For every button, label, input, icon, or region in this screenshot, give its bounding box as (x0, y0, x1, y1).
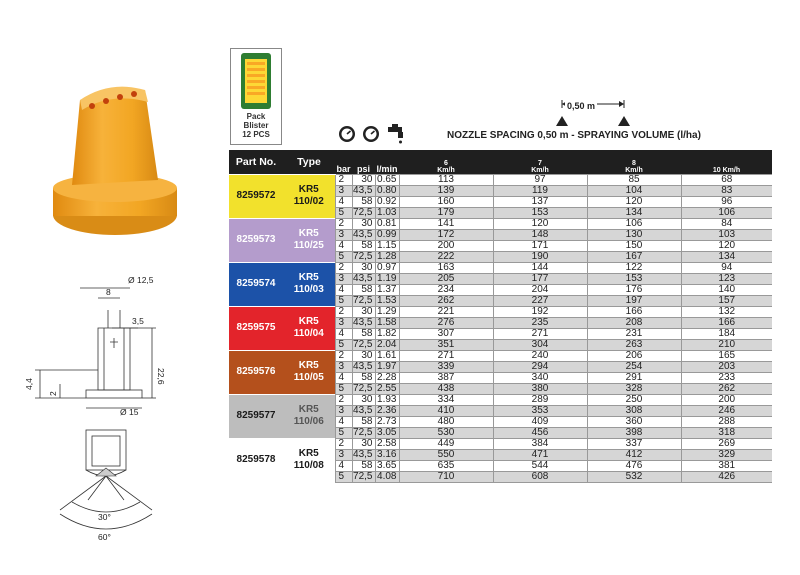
cell-psi: 72,5 (352, 427, 375, 438)
cell-volume: 120 (493, 218, 587, 229)
cell-bar: 5 (335, 251, 352, 262)
cell-psi: 72,5 (352, 471, 375, 482)
table-row (229, 262, 772, 273)
cell-volume: 233 (681, 372, 772, 383)
blister-line: Pack (246, 112, 266, 121)
cell-volume: 456 (493, 427, 587, 438)
cell-volume: 550 (399, 449, 493, 460)
col-header-bar: bar (335, 150, 352, 174)
nozzle-type-code: 110/05 (293, 372, 324, 383)
cell-bar: 4 (335, 372, 352, 383)
cell-lmin: 4.08 (375, 471, 399, 482)
cell-bar: 3 (335, 273, 352, 284)
dim-label: Ø 12,5 (128, 275, 154, 285)
cell-volume: 398 (587, 427, 681, 438)
cell-lmin: 3.16 (375, 449, 399, 460)
cell-bar: 4 (335, 328, 352, 339)
nozzle-type-model: KR5 (298, 448, 319, 460)
cell-lmin: 1.97 (375, 361, 399, 372)
nozzle-type (283, 394, 335, 438)
cell-lmin: 0.80 (375, 185, 399, 196)
cell-volume: 176 (587, 284, 681, 295)
cell-volume: 240 (493, 350, 587, 361)
cell-volume: 271 (493, 328, 587, 339)
cell-volume: 276 (399, 317, 493, 328)
pressure-gauge-icon (339, 126, 355, 142)
cell-psi: 58 (352, 372, 375, 383)
cell-psi: 30 (352, 174, 375, 185)
table-row (229, 174, 772, 185)
nozzle-product-image (40, 70, 190, 240)
speed-unit: Km/h (531, 166, 549, 174)
speed-unit: Km/h (625, 166, 643, 174)
cell-volume: 288 (681, 416, 772, 427)
cell-bar: 3 (335, 185, 352, 196)
cell-volume: 231 (587, 328, 681, 339)
cell-bar: 4 (335, 196, 352, 207)
cell-volume: 208 (587, 317, 681, 328)
cell-volume: 123 (681, 273, 772, 284)
cell-volume: 172 (399, 229, 493, 240)
cell-lmin: 2.73 (375, 416, 399, 427)
cell-volume: 269 (681, 438, 772, 449)
cell-psi: 43,5 (352, 317, 375, 328)
cell-volume: 160 (399, 196, 493, 207)
nozzle-type (283, 262, 335, 306)
nozzle-type-code: 110/02 (293, 196, 324, 207)
part-number: 8259572 (229, 174, 283, 218)
cell-volume: 328 (587, 383, 681, 394)
speed-unit: 10 Km/h (712, 166, 741, 174)
cell-volume: 532 (587, 471, 681, 482)
cell-volume: 360 (587, 416, 681, 427)
cell-volume: 635 (399, 460, 493, 471)
cell-lmin: 1.29 (375, 306, 399, 317)
tap-flow-icon (388, 124, 403, 144)
table-row (229, 438, 772, 449)
part-number: 8259575 (229, 306, 283, 350)
cell-bar: 4 (335, 460, 352, 471)
cell-volume: 206 (587, 350, 681, 361)
speed-num: 8 (632, 159, 636, 167)
cell-volume: 184 (681, 328, 772, 339)
cell-volume: 250 (587, 394, 681, 405)
cell-volume: 166 (681, 317, 772, 328)
cell-volume: 381 (681, 460, 772, 471)
cell-bar: 3 (335, 229, 352, 240)
cell-psi: 72,5 (352, 383, 375, 394)
nozzle-type (283, 438, 335, 482)
col-header-speed-8 (587, 150, 681, 174)
cell-lmin: 0.99 (375, 229, 399, 240)
cell-psi: 58 (352, 460, 375, 471)
cell-volume: 106 (587, 218, 681, 229)
cell-volume: 222 (399, 251, 493, 262)
dim-label: Ø 15 (120, 407, 139, 417)
cell-volume: 141 (399, 218, 493, 229)
nozzle-type-model: KR5 (298, 228, 319, 239)
cell-bar: 3 (335, 317, 352, 328)
cell-volume: 200 (681, 394, 772, 405)
cell-volume: 205 (399, 273, 493, 284)
cell-volume: 157 (681, 295, 772, 306)
cell-lmin: 0.92 (375, 196, 399, 207)
cell-volume: 83 (681, 185, 772, 196)
nozzle-type-code: 110/04 (293, 328, 324, 339)
cell-volume: 204 (493, 284, 587, 295)
cell-lmin: 2.55 (375, 383, 399, 394)
cell-volume: 150 (587, 240, 681, 251)
col-header-type: Type (283, 150, 335, 174)
cell-volume: 103 (681, 229, 772, 240)
cell-lmin: 1.15 (375, 240, 399, 251)
blister-line: 12 PCS (242, 130, 270, 139)
cell-volume: 192 (493, 306, 587, 317)
table-row (229, 350, 772, 361)
table-row (229, 218, 772, 229)
cell-psi: 72,5 (352, 207, 375, 218)
cell-psi: 30 (352, 218, 375, 229)
cell-psi: 43,5 (352, 405, 375, 416)
cell-volume: 166 (587, 306, 681, 317)
nozzle-type-code: 110/06 (293, 416, 324, 427)
nozzle-type-code: 110/03 (293, 284, 324, 295)
nozzle-type-model: KR5 (298, 404, 319, 415)
cell-psi: 30 (352, 394, 375, 405)
cell-volume: 106 (681, 207, 772, 218)
cell-volume: 148 (493, 229, 587, 240)
blister-label (232, 112, 280, 139)
cell-volume: 291 (587, 372, 681, 383)
cell-volume: 480 (399, 416, 493, 427)
cell-volume: 271 (399, 350, 493, 361)
nozzle-type-code: 110/25 (293, 240, 324, 251)
cell-volume: 140 (681, 284, 772, 295)
cell-lmin: 1.53 (375, 295, 399, 306)
nozzle-type (283, 174, 335, 218)
cell-bar: 5 (335, 207, 352, 218)
table-body (229, 174, 772, 482)
cell-volume: 318 (681, 427, 772, 438)
speed-num: 7 (538, 159, 542, 167)
cell-volume: 113 (399, 174, 493, 185)
part-number: 8259576 (229, 350, 283, 394)
cell-psi: 58 (352, 196, 375, 207)
col-header-speed-10 (681, 150, 772, 174)
cell-volume: 254 (587, 361, 681, 372)
cell-lmin: 2.58 (375, 438, 399, 449)
cell-volume: 177 (493, 273, 587, 284)
cell-lmin: 1.03 (375, 207, 399, 218)
cell-volume: 308 (587, 405, 681, 416)
cell-lmin: 2.04 (375, 339, 399, 350)
cell-volume: 608 (493, 471, 587, 482)
cell-psi: 72,5 (352, 251, 375, 262)
table-row (229, 306, 772, 317)
cell-bar: 3 (335, 405, 352, 416)
cell-volume: 179 (399, 207, 493, 218)
cell-volume: 130 (587, 229, 681, 240)
cell-bar: 5 (335, 339, 352, 350)
nozzle-type-model: KR5 (298, 272, 319, 283)
nozzle-type-code: 110/08 (293, 460, 324, 472)
part-number: 8259574 (229, 262, 283, 306)
cell-bar: 5 (335, 383, 352, 394)
part-number: 8259577 (229, 394, 283, 438)
cell-volume: 153 (587, 273, 681, 284)
col-header-speed-6 (399, 150, 493, 174)
cell-volume: 227 (493, 295, 587, 306)
cell-volume: 200 (399, 240, 493, 251)
cell-lmin: 1.82 (375, 328, 399, 339)
cell-psi: 72,5 (352, 339, 375, 350)
nozzle-triangle-icon (556, 116, 568, 126)
cell-volume: 137 (493, 196, 587, 207)
cell-volume: 334 (399, 394, 493, 405)
cell-bar: 3 (335, 361, 352, 372)
cell-volume: 353 (493, 405, 587, 416)
cell-bar: 2 (335, 350, 352, 361)
cell-volume: 85 (587, 174, 681, 185)
cell-bar: 2 (335, 262, 352, 273)
nozzle-type (283, 218, 335, 262)
speed-unit: Km/h (437, 166, 455, 174)
cell-volume: 210 (681, 339, 772, 350)
cell-volume: 289 (493, 394, 587, 405)
cell-bar: 5 (335, 295, 352, 306)
cell-volume: 139 (399, 185, 493, 196)
cell-psi: 30 (352, 438, 375, 449)
cell-bar: 4 (335, 284, 352, 295)
cell-volume: 409 (493, 416, 587, 427)
cell-bar: 2 (335, 394, 352, 405)
cell-lmin: 1.93 (375, 394, 399, 405)
cell-volume: 120 (681, 240, 772, 251)
cell-volume: 163 (399, 262, 493, 273)
cell-volume: 132 (681, 306, 772, 317)
cell-volume: 246 (681, 405, 772, 416)
cell-volume: 544 (493, 460, 587, 471)
nozzle-type (283, 306, 335, 350)
dimension-drawing (20, 270, 220, 560)
cell-volume: 410 (399, 405, 493, 416)
cell-bar: 2 (335, 218, 352, 229)
header-icons (338, 122, 428, 146)
cell-lmin: 1.28 (375, 251, 399, 262)
cell-psi: 72,5 (352, 295, 375, 306)
cell-volume: 339 (399, 361, 493, 372)
cell-psi: 30 (352, 350, 375, 361)
speed-num: 6 (444, 159, 448, 167)
cell-lmin: 2.36 (375, 405, 399, 416)
angle-label: 60° (98, 532, 111, 542)
cell-volume: 438 (399, 383, 493, 394)
cell-volume: 171 (493, 240, 587, 251)
cell-lmin: 0.97 (375, 262, 399, 273)
cell-volume: 234 (399, 284, 493, 295)
nozzle-type-model: KR5 (298, 316, 319, 327)
cell-volume: 104 (587, 185, 681, 196)
col-header-psi: psi (352, 150, 375, 174)
cell-volume: 221 (399, 306, 493, 317)
pressure-gauge-psi-icon (363, 126, 379, 142)
nozzle-type-model: KR5 (298, 184, 319, 195)
cell-lmin: 3.65 (375, 460, 399, 471)
cell-psi: 30 (352, 306, 375, 317)
cell-volume: 96 (681, 196, 772, 207)
cell-psi: 43,5 (352, 449, 375, 460)
spray-volume-table (229, 150, 772, 483)
cell-lmin: 0.65 (375, 174, 399, 185)
dim-label: 2 (48, 391, 58, 396)
cell-volume: 167 (587, 251, 681, 262)
dim-label: 4,4 (24, 378, 34, 390)
cell-volume: 426 (681, 471, 772, 482)
cell-volume: 294 (493, 361, 587, 372)
cell-bar: 5 (335, 471, 352, 482)
col-header-lmin: l/min (375, 150, 399, 174)
cell-volume: 190 (493, 251, 587, 262)
cell-volume: 134 (681, 251, 772, 262)
cell-psi: 58 (352, 284, 375, 295)
cell-volume: 97 (493, 174, 587, 185)
cell-psi: 30 (352, 262, 375, 273)
col-header-part: Part No. (229, 150, 283, 174)
cell-volume: 197 (587, 295, 681, 306)
cell-bar: 4 (335, 416, 352, 427)
dim-label: 22,6 (156, 368, 166, 385)
cell-bar: 2 (335, 438, 352, 449)
cell-volume: 384 (493, 438, 587, 449)
cell-psi: 58 (352, 416, 375, 427)
cell-volume: 380 (493, 383, 587, 394)
cell-volume: 412 (587, 449, 681, 460)
col-header-speed-7 (493, 150, 587, 174)
cell-psi: 43,5 (352, 273, 375, 284)
cell-volume: 84 (681, 218, 772, 229)
cell-volume: 340 (493, 372, 587, 383)
cell-volume: 68 (681, 174, 772, 185)
cell-volume: 203 (681, 361, 772, 372)
cell-volume: 351 (399, 339, 493, 350)
nozzle-type (283, 350, 335, 394)
part-number: 8259573 (229, 218, 283, 262)
cell-volume: 307 (399, 328, 493, 339)
cell-psi: 43,5 (352, 229, 375, 240)
cell-volume: 153 (493, 207, 587, 218)
volume-title: NOZZLE SPACING 0,50 m - SPRAYING VOLUME (l/ha) (447, 130, 701, 141)
cell-volume: 471 (493, 449, 587, 460)
cell-bar: 3 (335, 449, 352, 460)
cell-volume: 304 (493, 339, 587, 350)
cell-volume: 476 (587, 460, 681, 471)
cell-volume: 263 (587, 339, 681, 350)
cell-volume: 165 (681, 350, 772, 361)
cell-lmin: 1.58 (375, 317, 399, 328)
cell-psi: 58 (352, 240, 375, 251)
cell-volume: 235 (493, 317, 587, 328)
cell-volume: 387 (399, 372, 493, 383)
cell-lmin: 2.28 (375, 372, 399, 383)
cell-bar: 2 (335, 306, 352, 317)
cell-volume: 120 (587, 196, 681, 207)
cell-volume: 449 (399, 438, 493, 449)
cell-bar: 5 (335, 427, 352, 438)
cell-volume: 262 (399, 295, 493, 306)
blister-line: Blister (243, 121, 269, 130)
cell-psi: 58 (352, 328, 375, 339)
table-row (229, 394, 772, 405)
cell-lmin: 1.61 (375, 350, 399, 361)
dim-label: 8 (106, 287, 111, 297)
cell-volume: 144 (493, 262, 587, 273)
cell-volume: 134 (587, 207, 681, 218)
cell-bar: 2 (335, 174, 352, 185)
cell-lmin: 1.19 (375, 273, 399, 284)
cell-psi: 43,5 (352, 361, 375, 372)
cell-volume: 337 (587, 438, 681, 449)
cell-volume: 262 (681, 383, 772, 394)
cell-lmin: 1.37 (375, 284, 399, 295)
spacing-label: 0,50 m (567, 101, 596, 111)
cell-volume: 329 (681, 449, 772, 460)
cell-volume: 119 (493, 185, 587, 196)
part-number: 8259578 (229, 438, 283, 482)
angle-label: 30° (98, 512, 111, 522)
cell-bar: 4 (335, 240, 352, 251)
cell-psi: 43,5 (352, 185, 375, 196)
nozzle-type-model: KR5 (298, 360, 319, 371)
cell-volume: 94 (681, 262, 772, 273)
cell-lmin: 3.05 (375, 427, 399, 438)
cell-volume: 122 (587, 262, 681, 273)
nozzle-triangle-icon (618, 116, 630, 126)
cell-volume: 530 (399, 427, 493, 438)
dim-label: 3,5 (132, 316, 144, 326)
cell-lmin: 0.81 (375, 218, 399, 229)
cell-volume: 710 (399, 471, 493, 482)
